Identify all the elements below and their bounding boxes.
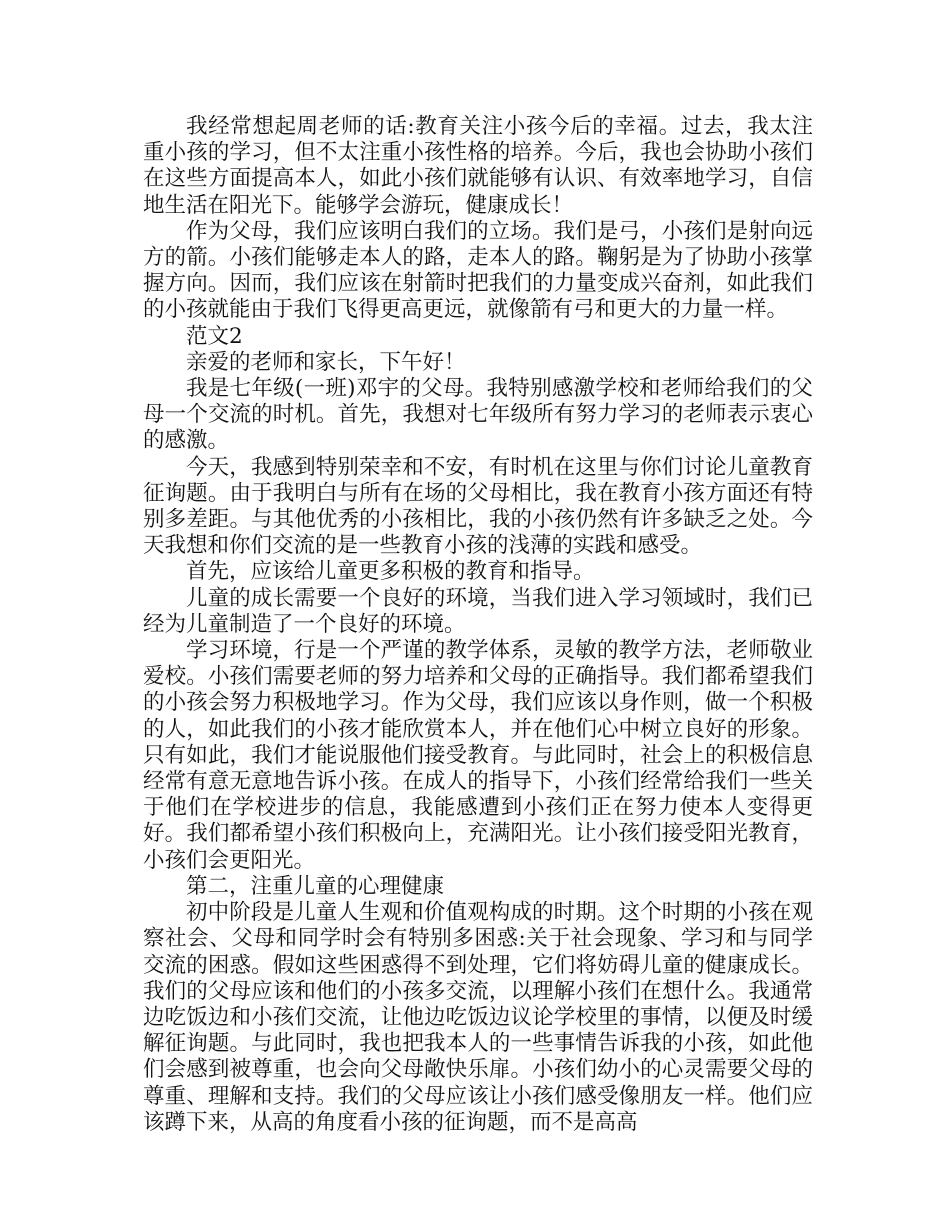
document-body [143, 114, 813, 1136]
paragraph: 儿童的成长需要一个良好的环境，当我们进入学习领域时，我们已经为儿童制造了一个良好的环境。 [143, 585, 813, 637]
subheading: 首先，应该给儿童更多积极的教育和指导。 [186, 559, 595, 585]
paragraph: 作为父母，我们应该明白我们的立场。我们是弓，小孩们是射向远方的箭。小孩们能够走本人的路，走本人的路。鞠躬是为了协助小孩掌握方向。因而，我们应该在射箭时把我们的力量变成兴奋剂，如此我们的小孩就能由于我们飞得更高更远，就像箭有弓和更大的力量一样。 [143, 218, 813, 323]
paragraph: 我是七年级(一班)邓宇的父母。我特别感激学校和老师给我们的父母一个交流的时机。首先，我想对七年级所有努力学习的老师表示衷心的感激。 [143, 376, 813, 454]
paragraph: 学习环境，行是一个严谨的教学体系，灵敏的教学方法，老师敬业爱校。小孩们需要老师的努力培养和父母的正确指导。我们都希望我们的小孩会努力积极地学习。作为父母，我们应该以身作则，做一个积极的人，如此我们的小孩才能欣赏本人，并在他们心中树立良好的形象。只有如此，我们才能说服他们接受教育。与此同时，社会上的积极信息经常有意无意地告诉小孩。在成人的指导下，小孩们经常给我们一些关于他们在学校进步的信息，我能感遭到小孩们正在努力使本人变得更好。我们都希望小孩们积极向上，充满阳光。让小孩们接受阳光教育，小孩们会更阳光。 [143, 638, 813, 873]
section-heading: 范文2 [186, 323, 243, 349]
paragraph: 初中阶段是儿童人生观和价值观构成的时期。这个时期的小孩在观察社会、父母和同学时会有特别多困惑:关于社会现象、学习和与同学交流的困惑。假如这些困惑得不到处理，它们将妨碍儿童的健康成长。我们的父母应该和他们的小孩多交流，以理解小孩们在想什么。我通常边吃饭边和小孩们交流，让他边吃饭边议论学校里的事情，以便及时缓解征询题。与此同时，我也把我本人的一些事情告诉我的小孩，如此他们会感到被尊重，也会向父母敞快乐扉。小孩们幼小的心灵需要父母的尊重、理解和支持。我们的父母应该让小孩们感受像朋友一样。他们应该蹲下来，从高的角度看小孩的征询题，而不是高高 [143, 900, 813, 1135]
paragraph: 今天，我感到特别荣幸和不安，有时机在这里与你们讨论儿童教育征询题。由于我明白与所有在场的父母相比，我在教育小孩方面还有特别多差距。与其他优秀的小孩相比，我的小孩仍然有许多缺乏之处。今天我想和你们交流的是一些教育小孩的浅薄的实践和感受。 [143, 454, 813, 559]
subheading: 第二，注重儿童的心理健康 [186, 873, 445, 899]
paragraph: 我经常想起周老师的话:教育关注小孩今后的幸福。过去，我太注重小孩的学习，但不太注重小孩性格的培养。今后，我也会协助小孩们在这些方面提高本人，如此小孩们就能够有认识、有效率地学习，自信地生活在阳光下。能够学会游玩，健康成长！ [143, 114, 813, 218]
salutation: 亲爱的老师和家长，下午好！ [186, 349, 466, 375]
